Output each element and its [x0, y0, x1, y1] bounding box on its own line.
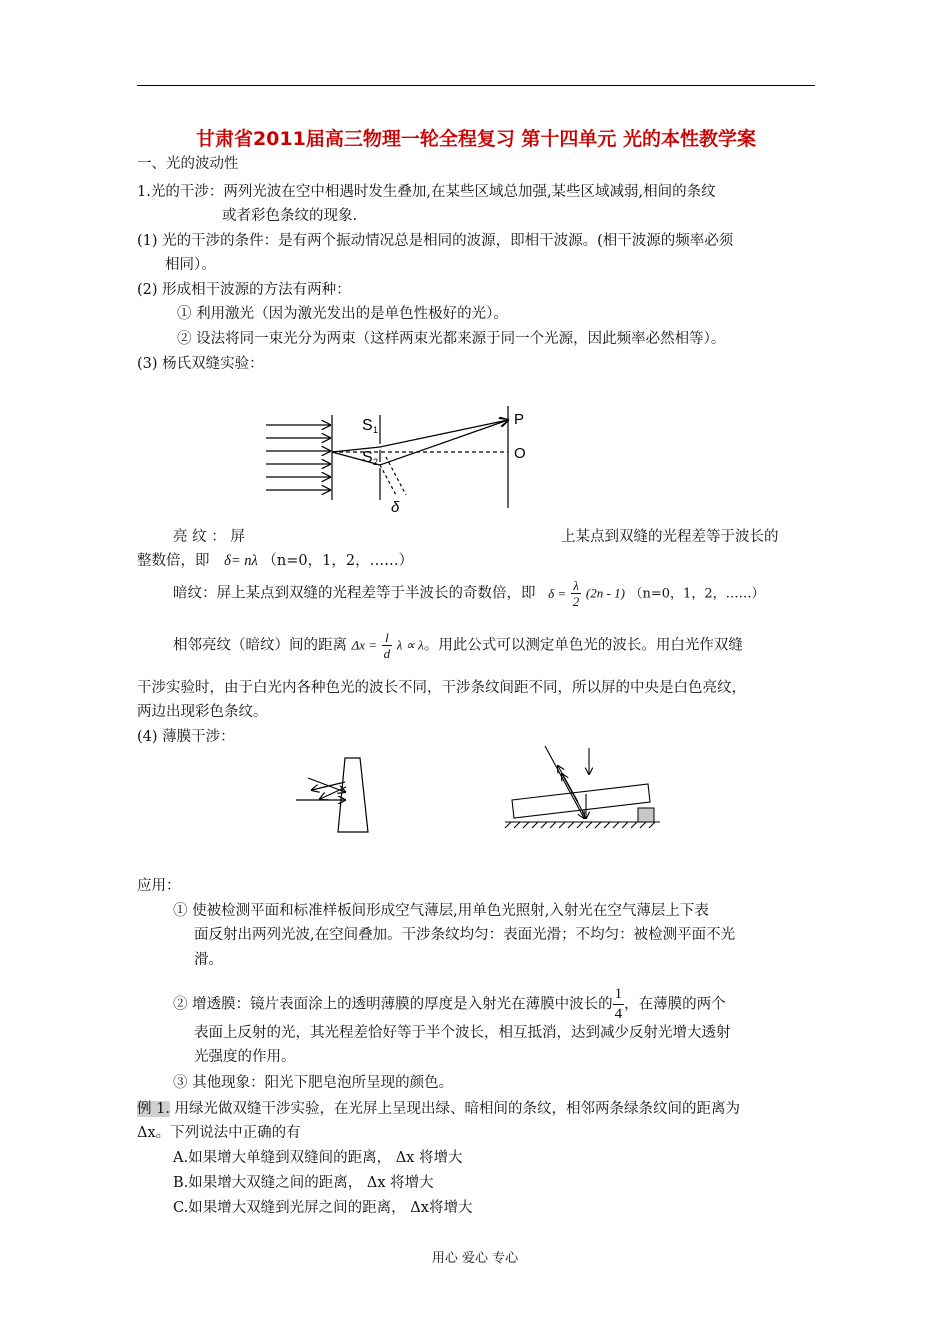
incident-ray [545, 746, 584, 818]
ray-to-s1 [332, 447, 380, 452]
option-a: A.如果增大单缝到双缝间的距离， Δx 将增大 [173, 1150, 463, 1166]
bright-fringe-formula: δ= nλ [224, 553, 258, 569]
hatch-mark [604, 822, 610, 828]
fraction-numerator: l [382, 630, 393, 646]
hatch-mark [523, 822, 529, 828]
hatch-mark [613, 822, 619, 828]
fraction-denominator: 4 [614, 1006, 623, 1022]
hatch-mark [640, 822, 646, 828]
path-difference-line [380, 465, 396, 495]
dark-fringe-text: 暗纹：屏上某点到双缝的光程差等于半波长的奇数倍，即 [173, 585, 536, 602]
fringe-spacing-post: 。用此公式可以测定单色光的波长。用白光作双缝 [423, 637, 743, 654]
interference-definition: 1.光的干涉：两列光波在空中相遇时发生叠加,在某些区域总加强,某些区域减弱,相间的条纹 [137, 184, 716, 200]
application-2-end: 光强度的作用。 [194, 1049, 296, 1065]
header-rule [137, 85, 815, 86]
anti-reflection-text: ② 增透膜：镜片表面涂上的透明薄膜的厚度是入射光在薄膜中波长的 [173, 996, 613, 1013]
method-laser: ① 利用激光（因为激光发出的是单色性极好的光）。 [177, 306, 508, 322]
fringe-spacing-text: 相邻亮纹（暗纹）间的距离 [173, 637, 347, 654]
label-s2: S [362, 449, 373, 466]
fringe-spacing-line [173, 630, 743, 661]
young-heading: (3) 杨氏双缝实验： [137, 356, 264, 372]
application-1-end: 滑。 [194, 952, 223, 968]
interference-condition-cont: 相同）。 [165, 257, 216, 273]
fraction-numerator: 1 [613, 985, 625, 1005]
interference-definition-cont: 或者彩色条纹的现象. [222, 208, 358, 224]
fringe-spacing-dx: Δx = [351, 637, 378, 653]
application-heading: 应用： [137, 878, 181, 894]
quarter-fraction [613, 985, 625, 1024]
bright-fringe-tail: 上某点到双缝的光程差等于波长的 [561, 529, 779, 545]
anti-reflection-post: ，在薄膜的两个 [624, 996, 726, 1013]
hatch-mark [595, 822, 601, 828]
section-heading: 一、光的波动性 [137, 156, 239, 172]
white-light-line-cont: 两边出现彩色条纹。 [137, 704, 268, 720]
application-1-cont: 面反射出两列光波,在空间叠加。干涉条纹均匀：表面光滑；不均匀：被检测平面不光 [194, 927, 736, 943]
bright-fringe-line2 [137, 549, 413, 570]
hatch-mark [541, 822, 547, 828]
fringe-spacing-fraction [382, 630, 393, 661]
bright-fringe-text: 整数倍，即 [137, 553, 210, 569]
hatch-mark [559, 822, 565, 828]
hatch-mark [649, 822, 655, 828]
fraction-denominator: d [383, 646, 391, 661]
option-c: C.如果增大双缝到光屏之间的距离， Δx将增大 [173, 1200, 473, 1216]
label-s2-sub: 2 [373, 457, 379, 467]
coherent-methods-heading: (2) 形成相干波源的方法有两种： [137, 282, 351, 298]
label-s1-sub: 1 [373, 425, 379, 435]
bright-fringe-condition: （n=0，1，2，……） [262, 553, 414, 569]
fraction-denominator: 2 [572, 594, 580, 609]
hatch-mark [532, 822, 538, 828]
hatch-mark [514, 822, 520, 828]
dark-fringe-fraction [571, 578, 582, 609]
thin-film-wedge-diagram [290, 752, 390, 836]
example-label: 例 1. [137, 1101, 170, 1117]
dark-fringe-delta: δ = [548, 585, 567, 601]
hatch-mark [622, 822, 628, 828]
hatch-mark [586, 822, 592, 828]
dark-fringe-factor: (2n - 1) [585, 585, 625, 601]
dark-fringe-line [173, 578, 765, 609]
example-1-cont: Δx。下列说法中正确的有 [137, 1125, 301, 1141]
example-1 [137, 1097, 740, 1118]
hatch-mark [631, 822, 637, 828]
wedge-film [338, 758, 368, 832]
page-title: 甘肃省2011届高三物理一轮全程复习 第十四单元 光的本性教学案 [195, 128, 757, 150]
bright-fringe-lead: 亮 纹 ： 屏 [173, 529, 245, 545]
application-3: ③ 其他现象：阳光下肥皂泡所呈现的颜色。 [173, 1075, 454, 1091]
hatch-mark [577, 822, 583, 828]
page-footer: 用心 爱心 专心 [431, 1251, 519, 1266]
label-s1: S [362, 417, 373, 434]
hatch-mark [568, 822, 574, 828]
thin-film-heading: (4) 薄膜干涉： [137, 729, 235, 745]
dark-fringe-condition: （n=0，1，2，……） [629, 586, 765, 602]
example-question: 用绿光做双缝干涉实验，在光屏上呈现出绿、暗相间的条纹，相邻两条绿条纹间的距离为 [169, 1101, 741, 1117]
label-o: O [514, 445, 526, 462]
reflected-ray [312, 782, 345, 790]
interference-condition: (1) 光的干涉的条件：是有两个振动情况总是相同的波源，即相干波源。(相干波源的频率必须 [137, 233, 734, 249]
option-b: B.如果增大双缝之间的距离， Δx 将增大 [173, 1175, 434, 1191]
path-difference-line [386, 457, 406, 495]
hatch-mark [550, 822, 556, 828]
fraction-numerator: λ [571, 578, 582, 594]
double-slit-diagram [258, 400, 548, 518]
air-wedge-diagram [500, 744, 670, 836]
fringe-spacing-proportional: λ ∝ λ [396, 637, 424, 653]
spacer-block [638, 808, 654, 822]
method-split-beam: ② 设法将同一束光分为两束（这样两束光都来源于同一个光源，因此频率必然相等）。 [177, 331, 726, 347]
label-p: P [514, 411, 525, 428]
application-2 [173, 985, 726, 1024]
hatch-mark [505, 822, 511, 828]
application-1: ① 使被检测平面和标准样板间形成空气薄层,用单色光照射,入射光在空气薄层上下表 [173, 903, 709, 919]
white-light-line: 干涉实验时，由于白光内各种色光的波长不同，干涉条纹间距不同，所以屏的中央是白色亮纹， [137, 680, 746, 696]
application-2-cont: 表面上反射的光，其光程差恰好等于半个波长，相互抵消，达到减少反射光增大透射 [194, 1025, 731, 1041]
label-delta: δ [391, 499, 400, 516]
